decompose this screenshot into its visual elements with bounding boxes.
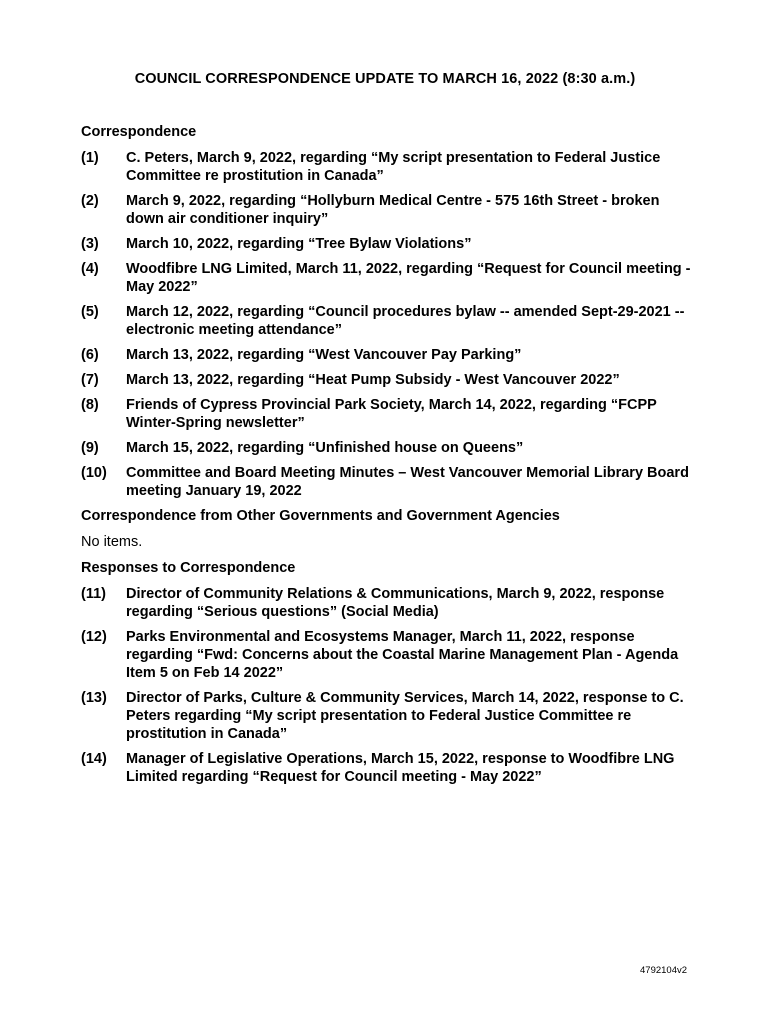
item-text: Parks Environmental and Ecosystems Manager, March 11, 2022, response regarding “Fwd: Concerns about the Coastal Marine Management Plan - Agenda Item 5 on Feb 14 2022” — [126, 629, 679, 681]
item-text: March 15, 2022, regarding “Unfinished house on Queens” — [126, 440, 524, 456]
list-item — [81, 689, 701, 743]
list-item — [81, 585, 701, 621]
list-item — [81, 628, 701, 682]
item-text: Director of Community Relations & Communications, March 9, 2022, response regarding “Serious questions” (Social Media) — [126, 586, 665, 620]
item-number: (1) — [81, 150, 99, 166]
page-title: COUNCIL CORRESPONDENCE UPDATE TO MARCH 16, 2022 (8:30 a.m.) — [134, 71, 636, 87]
item-text: Friends of Cypress Provincial Park Society, March 14, 2022, regarding “FCPP Winter-Spring newsletter” — [126, 397, 657, 431]
item-number: (12) — [81, 629, 107, 645]
item-number: (2) — [81, 193, 99, 209]
list-item — [81, 149, 701, 185]
item-number: (11) — [81, 586, 106, 602]
item-number: (4) — [81, 261, 99, 277]
item-text: March 9, 2022, regarding “Hollyburn Medical Centre - 575 16th Street - broken down air conditioner inquiry” — [126, 193, 660, 227]
item-text: March 10, 2022, regarding “Tree Bylaw Violations” — [126, 236, 472, 252]
item-text: Woodfibre LNG Limited, March 11, 2022, regarding “Request for Council meeting - May 2022” — [126, 261, 691, 295]
item-text: March 12, 2022, regarding “Council procedures bylaw -- amended Sept-29-2021 -- electronic meeting attendance” — [126, 304, 685, 338]
list-item — [81, 750, 701, 786]
item-number: (7) — [81, 372, 99, 388]
section-heading-responses: Responses to Correspondence — [81, 560, 296, 576]
item-number: (9) — [81, 440, 99, 456]
item-text: C. Peters, March 9, 2022, regarding “My script presentation to Federal Justice Committee re prostitution in Canada” — [126, 150, 661, 184]
item-number: (10) — [81, 465, 107, 481]
item-text: March 13, 2022, regarding “West Vancouver Pay Parking” — [126, 347, 522, 363]
list-item — [81, 464, 701, 500]
section-heading-correspondence: Correspondence — [81, 124, 197, 140]
list-item — [81, 396, 701, 432]
list-item — [81, 260, 701, 296]
item-number: (13) — [81, 690, 107, 706]
list-item — [81, 371, 701, 389]
list-item — [81, 346, 701, 364]
list-item — [81, 192, 701, 228]
item-number: (8) — [81, 397, 99, 413]
item-text: Committee and Board Meeting Minutes – West Vancouver Memorial Library Board meeting January 19, 2022 — [126, 465, 689, 499]
item-number: (6) — [81, 347, 99, 363]
list-item — [81, 303, 701, 339]
item-number: (14) — [81, 751, 107, 767]
item-text: Director of Parks, Culture & Community Services, March 14, 2022, response to C. Peters regarding “My script presentation to Federal Justice Committee re prostitution in Canada” — [126, 690, 684, 742]
no-items-note: No items. — [81, 534, 143, 550]
item-text: Manager of Legislative Operations, March 15, 2022, response to Woodfibre LNG Limited regarding “Request for Council meeting - May 2022” — [126, 751, 675, 785]
item-text: March 13, 2022, regarding “Heat Pump Subsidy - West Vancouver 2022” — [126, 372, 620, 388]
document-id: 4792104v2 — [640, 965, 688, 976]
list-item — [81, 235, 701, 253]
document-body — [81, 123, 701, 793]
list-item — [81, 439, 701, 457]
section-heading-other-governments: Correspondence from Other Governments and Government Agencies — [81, 508, 560, 524]
item-number: (3) — [81, 236, 99, 252]
item-number: (5) — [81, 304, 99, 320]
